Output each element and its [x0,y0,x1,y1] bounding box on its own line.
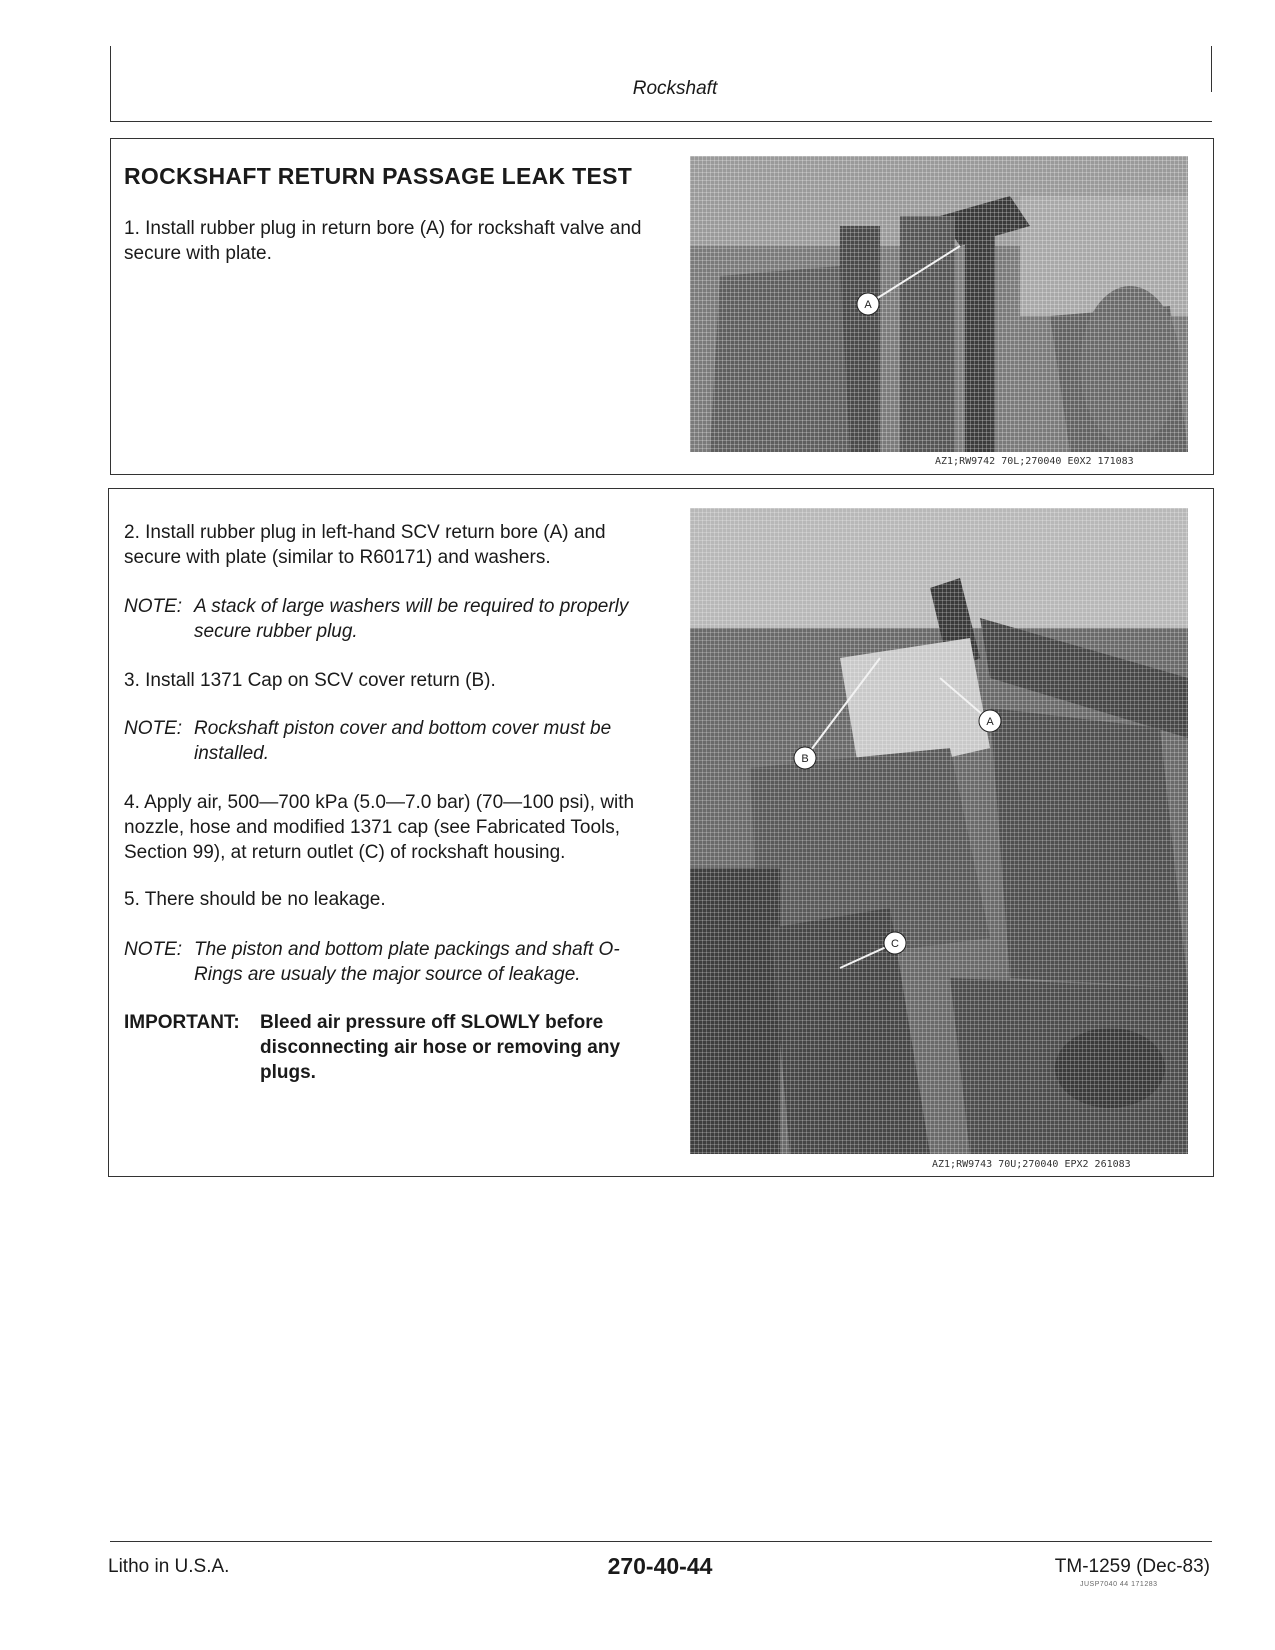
step-5: 5. There should be no leakage. [124,889,386,910]
step-1: 1. Install rubber plug in return bore (A) for rockshaft valve and secure with plate. [124,218,642,264]
callout-a: A [986,716,994,728]
step-2: 2. Install rubber plug in left-hand SCV return bore (A) and secure with plate (similar to R60171) and washers. [124,522,606,568]
header-left-rule [110,46,111,122]
important-notice [124,1010,664,1090]
footer-litho: Litho in U.S.A. [108,1556,230,1577]
footer-code: JUSP7040 44 171283 [1080,1581,1158,1588]
footer-rule [110,1541,1212,1542]
note-label: NOTE: [124,939,183,960]
note-text: The piston and bottom plate packings and shaft O-Rings are usualy the major source of leakage. [194,939,620,985]
running-header-title: Rockshaft [632,78,718,99]
callout-b: B [801,753,809,765]
important-label: IMPORTANT: [124,1012,240,1033]
step-3: 3. Install 1371 Cap on SCV cover return (B). [124,670,496,691]
callout-a: A [864,299,872,311]
note-text: Rockshaft piston cover and bottom cover must be installed. [194,718,612,764]
header-rule [110,121,1212,122]
important-text: Bleed air pressure off SLOWLY before disconnecting air hose or removing any plugs. [260,1012,621,1083]
note-2 [124,716,664,768]
note-text: A stack of large washers will be required to properly secure rubber plug. [194,596,629,642]
note-label: NOTE: [124,718,183,739]
photo-1-caption: AZ1;RW9742 70L;270040 E0X2 171083 [935,456,1134,467]
photo-scv-return [690,508,1188,1154]
note-label: NOTE: [124,596,183,617]
callout-c: C [891,938,899,950]
photo-rockshaft-valve [690,156,1188,452]
manual-id: TM-1259 (Dec-83) [1054,1556,1210,1577]
section-heading: ROCKSHAFT RETURN PASSAGE LEAK TEST [124,163,633,189]
photo-2-caption: AZ1;RW9743 70U;270040 EPX2 261083 [932,1159,1131,1170]
header-right-rule [1211,46,1212,92]
step-4: 4. Apply air, 500—700 kPa (5.0—7.0 bar) (70—100 psi), with nozzle, hose and modified 1371 cap (see Fabricated Tools, Section 99), at return outlet (C) of rockshaft housing. [124,792,635,863]
note-1 [124,594,664,646]
note-3 [124,937,664,989]
page-number: 270-40-44 [607,1553,713,1579]
